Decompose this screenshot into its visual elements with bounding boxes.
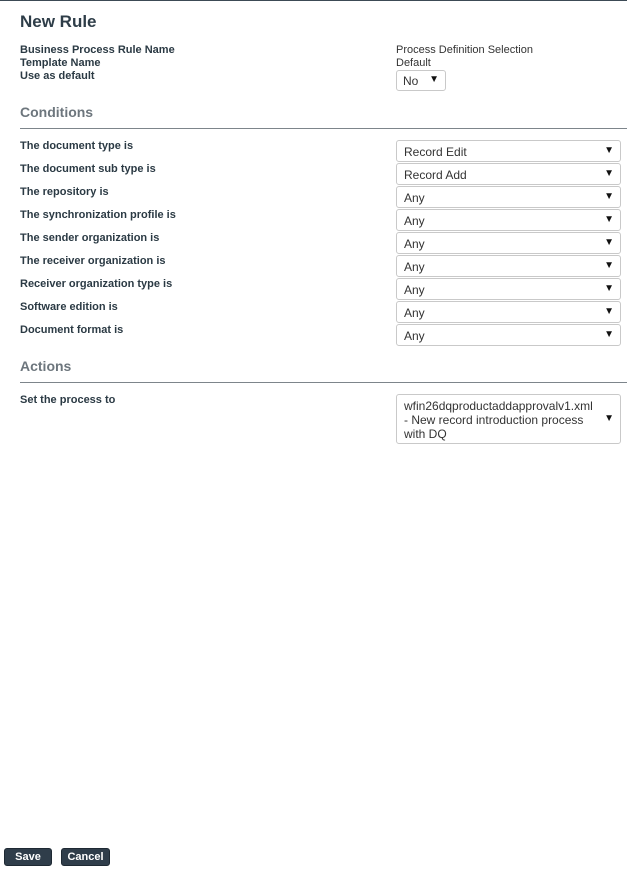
receiver-organization-type-value: Any <box>404 283 425 297</box>
document-type-select[interactable] <box>396 140 621 162</box>
condition-label-receiver-organization: The receiver organization is <box>20 255 166 267</box>
receiver-organization-value: Any <box>404 260 425 274</box>
set-process-label: Set the process to <box>20 394 116 406</box>
conditions-divider <box>20 128 627 129</box>
template-name-label: Template Name <box>20 57 101 69</box>
condition-label-document-sub-type: The document sub type is <box>20 163 156 175</box>
top-border <box>0 0 627 1</box>
process-definition-selection: Process Definition Selection <box>396 44 533 56</box>
cancel-button[interactable]: Cancel <box>61 848 110 866</box>
condition-label-synchronization-profile: The synchronization profile is <box>20 209 176 221</box>
condition-label-document-format: Document format is <box>20 324 124 336</box>
chevron-down-icon: ▼ <box>604 329 614 340</box>
document-sub-type-value: Record Add <box>404 168 467 182</box>
conditions-title: Conditions <box>20 104 94 120</box>
chevron-down-icon: ▼ <box>604 237 614 248</box>
condition-label-document-type: The document type is <box>20 140 134 152</box>
chevron-down-icon: ▼ <box>604 413 614 424</box>
use-default-select[interactable] <box>396 70 446 91</box>
chevron-down-icon: ▼ <box>604 260 614 271</box>
document-format-select[interactable] <box>396 324 621 346</box>
page-title: New Rule <box>20 12 97 31</box>
use-default-value: No <box>403 74 419 88</box>
condition-label-repository: The repository is <box>20 186 109 198</box>
condition-label-receiver-organization-type: Receiver organization type is <box>20 278 173 290</box>
receiver-organization-type-select[interactable] <box>396 278 621 300</box>
chevron-down-icon: ▼ <box>604 283 614 294</box>
rule-name-label: Business Process Rule Name <box>20 44 175 56</box>
template-name-value: Default <box>396 57 431 69</box>
chevron-down-icon: ▼ <box>604 306 614 317</box>
actions-divider <box>20 382 627 383</box>
process-select[interactable] <box>396 394 621 444</box>
sender-organization-select[interactable] <box>396 232 621 254</box>
document-type-value: Record Edit <box>404 145 467 159</box>
process-value: wfin26dqproductaddapprovalv1.xml - New record introduction process with DQ <box>404 399 593 441</box>
sender-organization-value: Any <box>404 237 425 251</box>
software-edition-value: Any <box>404 306 425 320</box>
actions-title: Actions <box>20 358 72 374</box>
synchronization-profile-select[interactable] <box>396 209 621 231</box>
repository-select[interactable] <box>396 186 621 208</box>
chevron-down-icon: ▼ <box>604 214 614 225</box>
condition-label-software-edition: Software edition is <box>20 301 118 313</box>
condition-label-sender-organization: The sender organization is <box>20 232 160 244</box>
document-sub-type-select[interactable] <box>396 163 621 185</box>
synchronization-profile-value: Any <box>404 214 425 228</box>
receiver-organization-select[interactable] <box>396 255 621 277</box>
repository-value: Any <box>404 191 425 205</box>
save-button[interactable]: Save <box>4 848 52 866</box>
chevron-down-icon: ▼ <box>604 145 614 156</box>
chevron-down-icon: ▼ <box>604 168 614 179</box>
use-default-label: Use as default <box>20 70 95 82</box>
document-format-value: Any <box>404 329 425 343</box>
chevron-down-icon: ▼ <box>429 74 439 85</box>
software-edition-select[interactable] <box>396 301 621 323</box>
chevron-down-icon: ▼ <box>604 191 614 202</box>
